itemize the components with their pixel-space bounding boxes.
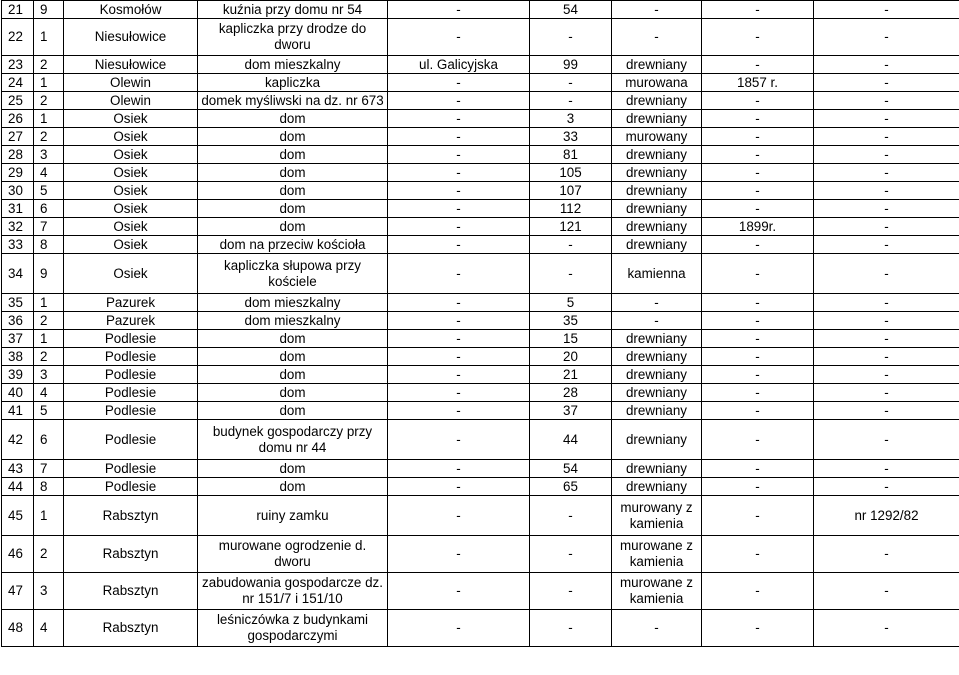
table-row — [2, 496, 959, 536]
cell-number: 54 — [530, 460, 612, 478]
cell-locality: Podlesie — [64, 330, 198, 348]
cell-address: - — [388, 496, 530, 536]
cell-lp: 22 — [2, 19, 34, 56]
cell-lp: 28 — [2, 146, 34, 164]
cell-nr: 2 — [34, 92, 64, 110]
cell-address: - — [388, 460, 530, 478]
cell-date: - — [702, 128, 814, 146]
cell-locality: Rabsztyn — [64, 573, 198, 610]
cell-date: - — [702, 573, 814, 610]
cell-nr: 8 — [34, 478, 64, 496]
cell-object: dom — [198, 128, 388, 146]
cell-number: - — [530, 536, 612, 573]
cell-material: drewniany — [612, 110, 702, 128]
cell-number: 112 — [530, 200, 612, 218]
cell-lp: 48 — [2, 610, 34, 647]
cell-lp: 40 — [2, 384, 34, 402]
cell-material: drewniany — [612, 236, 702, 254]
cell-locality: Podlesie — [64, 478, 198, 496]
cell-address: - — [388, 348, 530, 366]
cell-notes: - — [814, 573, 959, 610]
table-row — [2, 536, 959, 573]
cell-locality: Olewin — [64, 74, 198, 92]
cell-material: - — [612, 19, 702, 56]
cell-date: 1899r. — [702, 218, 814, 236]
cell-lp: 29 — [2, 164, 34, 182]
cell-nr: 1 — [34, 330, 64, 348]
cell-locality: Podlesie — [64, 460, 198, 478]
cell-date: - — [702, 110, 814, 128]
cell-notes: - — [814, 146, 959, 164]
cell-address: - — [388, 164, 530, 182]
cell-object: dom — [198, 330, 388, 348]
cell-material: murowane z kamienia — [612, 536, 702, 573]
table-row — [2, 182, 959, 200]
cell-notes: - — [814, 128, 959, 146]
cell-lp: 44 — [2, 478, 34, 496]
cell-address: - — [388, 110, 530, 128]
monuments-table — [1, 0, 959, 647]
cell-lp: 26 — [2, 110, 34, 128]
cell-locality: Osiek — [64, 254, 198, 294]
table-row — [2, 56, 959, 74]
cell-number: 21 — [530, 366, 612, 384]
cell-material: murowane z kamienia — [612, 573, 702, 610]
cell-address: - — [388, 92, 530, 110]
cell-address: - — [388, 536, 530, 573]
cell-date: - — [702, 460, 814, 478]
cell-lp: 25 — [2, 92, 34, 110]
cell-address: - — [388, 573, 530, 610]
cell-object: dom — [198, 218, 388, 236]
cell-number: - — [530, 74, 612, 92]
cell-address: - — [388, 330, 530, 348]
cell-lp: 42 — [2, 420, 34, 460]
cell-number: 3 — [530, 110, 612, 128]
cell-number: - — [530, 496, 612, 536]
cell-date: 1857 r. — [702, 74, 814, 92]
cell-date: - — [702, 330, 814, 348]
cell-locality: Niesułowice — [64, 19, 198, 56]
cell-address: - — [388, 182, 530, 200]
cell-material: - — [612, 294, 702, 312]
table-row — [2, 1, 959, 19]
cell-address: - — [388, 366, 530, 384]
cell-nr: 6 — [34, 420, 64, 460]
cell-address: - — [388, 19, 530, 56]
cell-object: murowane ogrodzenie d. dworu — [198, 536, 388, 573]
cell-date: - — [702, 1, 814, 19]
cell-nr: 1 — [34, 294, 64, 312]
cell-material: drewniany — [612, 182, 702, 200]
cell-lp: 47 — [2, 573, 34, 610]
cell-material: - — [612, 1, 702, 19]
cell-date: - — [702, 366, 814, 384]
cell-notes: - — [814, 236, 959, 254]
cell-number: 15 — [530, 330, 612, 348]
cell-nr: 2 — [34, 536, 64, 573]
cell-lp: 37 — [2, 330, 34, 348]
cell-number: 35 — [530, 312, 612, 330]
cell-material: drewniany — [612, 56, 702, 74]
cell-locality: Osiek — [64, 164, 198, 182]
cell-locality: Osiek — [64, 146, 198, 164]
table-row — [2, 218, 959, 236]
cell-date: - — [702, 496, 814, 536]
cell-nr: 1 — [34, 496, 64, 536]
cell-material: drewniany — [612, 460, 702, 478]
cell-address: - — [388, 402, 530, 420]
cell-address: - — [388, 74, 530, 92]
cell-material: drewniany — [612, 366, 702, 384]
table-row — [2, 348, 959, 366]
cell-object: dom mieszkalny — [198, 312, 388, 330]
table-row — [2, 110, 959, 128]
cell-number: 107 — [530, 182, 612, 200]
cell-address: - — [388, 420, 530, 460]
cell-date: - — [702, 478, 814, 496]
cell-locality: Osiek — [64, 200, 198, 218]
table-row — [2, 420, 959, 460]
cell-number: 65 — [530, 478, 612, 496]
cell-address: - — [388, 254, 530, 294]
cell-material: drewniany — [612, 420, 702, 460]
cell-locality: Podlesie — [64, 348, 198, 366]
cell-number: 105 — [530, 164, 612, 182]
cell-object: dom — [198, 110, 388, 128]
table-row — [2, 478, 959, 496]
cell-locality: Olewin — [64, 92, 198, 110]
cell-nr: 3 — [34, 366, 64, 384]
cell-locality: Podlesie — [64, 402, 198, 420]
cell-number: - — [530, 254, 612, 294]
cell-number: 54 — [530, 1, 612, 19]
cell-date: - — [702, 236, 814, 254]
cell-lp: 36 — [2, 312, 34, 330]
cell-object: dom na przeciw kościoła — [198, 236, 388, 254]
cell-object: kapliczka — [198, 74, 388, 92]
cell-object: leśniczówka z budynkami gospodarczymi — [198, 610, 388, 647]
cell-locality: Podlesie — [64, 384, 198, 402]
cell-nr: 4 — [34, 384, 64, 402]
cell-lp: 31 — [2, 200, 34, 218]
cell-notes: - — [814, 56, 959, 74]
cell-notes: nr 1292/82 — [814, 496, 959, 536]
cell-notes: - — [814, 366, 959, 384]
cell-date: - — [702, 384, 814, 402]
cell-address: - — [388, 1, 530, 19]
cell-material: drewniany — [612, 92, 702, 110]
cell-notes: - — [814, 200, 959, 218]
cell-lp: 45 — [2, 496, 34, 536]
cell-locality: Podlesie — [64, 366, 198, 384]
cell-lp: 24 — [2, 74, 34, 92]
cell-notes: - — [814, 294, 959, 312]
cell-locality: Pazurek — [64, 294, 198, 312]
cell-object: zabudowania gospodarcze dz. nr 151/7 i 151/10 — [198, 573, 388, 610]
cell-address: - — [388, 146, 530, 164]
cell-nr: 1 — [34, 19, 64, 56]
cell-locality: Pazurek — [64, 312, 198, 330]
cell-lp: 33 — [2, 236, 34, 254]
table-row — [2, 74, 959, 92]
table-row — [2, 610, 959, 647]
cell-lp: 23 — [2, 56, 34, 74]
cell-material: - — [612, 610, 702, 647]
cell-locality: Rabsztyn — [64, 610, 198, 647]
cell-nr: 5 — [34, 182, 64, 200]
table-row — [2, 236, 959, 254]
cell-notes: - — [814, 384, 959, 402]
cell-nr: 1 — [34, 110, 64, 128]
cell-notes: - — [814, 164, 959, 182]
cell-notes: - — [814, 460, 959, 478]
cell-number: - — [530, 19, 612, 56]
cell-object: dom — [198, 146, 388, 164]
cell-lp: 35 — [2, 294, 34, 312]
cell-address: - — [388, 294, 530, 312]
cell-address: - — [388, 218, 530, 236]
cell-locality: Osiek — [64, 182, 198, 200]
cell-nr: 2 — [34, 312, 64, 330]
cell-material: drewniany — [612, 218, 702, 236]
cell-nr: 7 — [34, 460, 64, 478]
cell-lp: 27 — [2, 128, 34, 146]
cell-number: 28 — [530, 384, 612, 402]
table-row — [2, 92, 959, 110]
table-row — [2, 402, 959, 420]
cell-notes: - — [814, 536, 959, 573]
cell-object: budynek gospodarczy przy domu nr 44 — [198, 420, 388, 460]
cell-object: dom mieszkalny — [198, 294, 388, 312]
cell-date: - — [702, 536, 814, 573]
table-row — [2, 573, 959, 610]
table-row — [2, 200, 959, 218]
cell-nr: 9 — [34, 254, 64, 294]
cell-nr: 5 — [34, 402, 64, 420]
cell-nr: 6 — [34, 200, 64, 218]
cell-nr: 2 — [34, 56, 64, 74]
cell-material: drewniany — [612, 402, 702, 420]
table-body — [2, 1, 959, 647]
cell-nr: 4 — [34, 164, 64, 182]
cell-nr: 9 — [34, 1, 64, 19]
cell-number: 5 — [530, 294, 612, 312]
cell-lp: 30 — [2, 182, 34, 200]
cell-date: - — [702, 56, 814, 74]
cell-notes: - — [814, 254, 959, 294]
cell-date: - — [702, 164, 814, 182]
cell-nr: 3 — [34, 146, 64, 164]
cell-nr: 7 — [34, 218, 64, 236]
cell-address: - — [388, 128, 530, 146]
cell-nr: 4 — [34, 610, 64, 647]
cell-object: dom mieszkalny — [198, 56, 388, 74]
cell-number: 20 — [530, 348, 612, 366]
cell-lp: 39 — [2, 366, 34, 384]
cell-number: 121 — [530, 218, 612, 236]
cell-address: - — [388, 478, 530, 496]
table-row — [2, 146, 959, 164]
cell-notes: - — [814, 402, 959, 420]
cell-object: kuźnia przy domu nr 54 — [198, 1, 388, 19]
cell-locality: Rabsztyn — [64, 536, 198, 573]
cell-nr: 1 — [34, 74, 64, 92]
cell-lp: 43 — [2, 460, 34, 478]
cell-nr: 3 — [34, 573, 64, 610]
cell-number: 33 — [530, 128, 612, 146]
cell-date: - — [702, 92, 814, 110]
table-row — [2, 128, 959, 146]
cell-date: - — [702, 19, 814, 56]
cell-date: - — [702, 402, 814, 420]
table-row — [2, 294, 959, 312]
table-row — [2, 460, 959, 478]
cell-object: ruiny zamku — [198, 496, 388, 536]
cell-date: - — [702, 200, 814, 218]
cell-locality: Osiek — [64, 128, 198, 146]
cell-material: drewniany — [612, 330, 702, 348]
cell-object: dom — [198, 164, 388, 182]
cell-material: drewniany — [612, 200, 702, 218]
cell-lp: 38 — [2, 348, 34, 366]
cell-notes: - — [814, 312, 959, 330]
cell-object: dom — [198, 384, 388, 402]
cell-notes: - — [814, 19, 959, 56]
cell-date: - — [702, 146, 814, 164]
cell-lp: 32 — [2, 218, 34, 236]
cell-address: ul. Galicyjska — [388, 56, 530, 74]
cell-date: - — [702, 420, 814, 460]
cell-number: 99 — [530, 56, 612, 74]
cell-object: dom — [198, 366, 388, 384]
cell-material: drewniany — [612, 348, 702, 366]
cell-material: drewniany — [612, 478, 702, 496]
cell-notes: - — [814, 610, 959, 647]
cell-date: - — [702, 182, 814, 200]
cell-material: murowany — [612, 128, 702, 146]
table-row — [2, 19, 959, 56]
cell-material: drewniany — [612, 164, 702, 182]
cell-number: 81 — [530, 146, 612, 164]
cell-material: kamienna — [612, 254, 702, 294]
table-row — [2, 330, 959, 348]
table-row — [2, 164, 959, 182]
cell-nr: 8 — [34, 236, 64, 254]
cell-object: dom — [198, 402, 388, 420]
cell-notes: - — [814, 348, 959, 366]
cell-locality: Kosmołów — [64, 1, 198, 19]
cell-notes: - — [814, 478, 959, 496]
table-row — [2, 384, 959, 402]
cell-number: - — [530, 573, 612, 610]
cell-object: dom — [198, 460, 388, 478]
cell-material: murowany z kamienia — [612, 496, 702, 536]
cell-object: kapliczka słupowa przy kościele — [198, 254, 388, 294]
cell-address: - — [388, 610, 530, 647]
cell-number: - — [530, 236, 612, 254]
cell-date: - — [702, 294, 814, 312]
cell-number: 44 — [530, 420, 612, 460]
cell-lp: 41 — [2, 402, 34, 420]
cell-notes: - — [814, 330, 959, 348]
cell-date: - — [702, 312, 814, 330]
cell-object: dom — [198, 478, 388, 496]
cell-locality: Rabsztyn — [64, 496, 198, 536]
cell-number: - — [530, 92, 612, 110]
cell-lp: 46 — [2, 536, 34, 573]
cell-date: - — [702, 254, 814, 294]
cell-lp: 34 — [2, 254, 34, 294]
cell-notes: - — [814, 182, 959, 200]
cell-notes: - — [814, 74, 959, 92]
cell-address: - — [388, 200, 530, 218]
cell-notes: - — [814, 110, 959, 128]
cell-date: - — [702, 348, 814, 366]
cell-material: drewniany — [612, 384, 702, 402]
table-row — [2, 312, 959, 330]
cell-locality: Niesułowice — [64, 56, 198, 74]
cell-nr: 2 — [34, 348, 64, 366]
cell-object: kapliczka przy drodze do dworu — [198, 19, 388, 56]
cell-address: - — [388, 312, 530, 330]
cell-date: - — [702, 610, 814, 647]
cell-object: dom — [198, 182, 388, 200]
cell-object: dom — [198, 348, 388, 366]
cell-object: domek myśliwski na dz. nr 673 — [198, 92, 388, 110]
cell-number: - — [530, 610, 612, 647]
cell-material: drewniany — [612, 146, 702, 164]
cell-address: - — [388, 236, 530, 254]
cell-object: dom — [198, 200, 388, 218]
cell-locality: Osiek — [64, 236, 198, 254]
cell-notes: - — [814, 1, 959, 19]
cell-number: 37 — [530, 402, 612, 420]
cell-notes: - — [814, 92, 959, 110]
cell-address: - — [388, 384, 530, 402]
cell-locality: Podlesie — [64, 420, 198, 460]
cell-locality: Osiek — [64, 110, 198, 128]
cell-material: murowana — [612, 74, 702, 92]
cell-notes: - — [814, 218, 959, 236]
cell-nr: 2 — [34, 128, 64, 146]
table-row — [2, 366, 959, 384]
cell-notes: - — [814, 420, 959, 460]
cell-lp: 21 — [2, 1, 34, 19]
cell-locality: Osiek — [64, 218, 198, 236]
cell-material: - — [612, 312, 702, 330]
table-row — [2, 254, 959, 294]
